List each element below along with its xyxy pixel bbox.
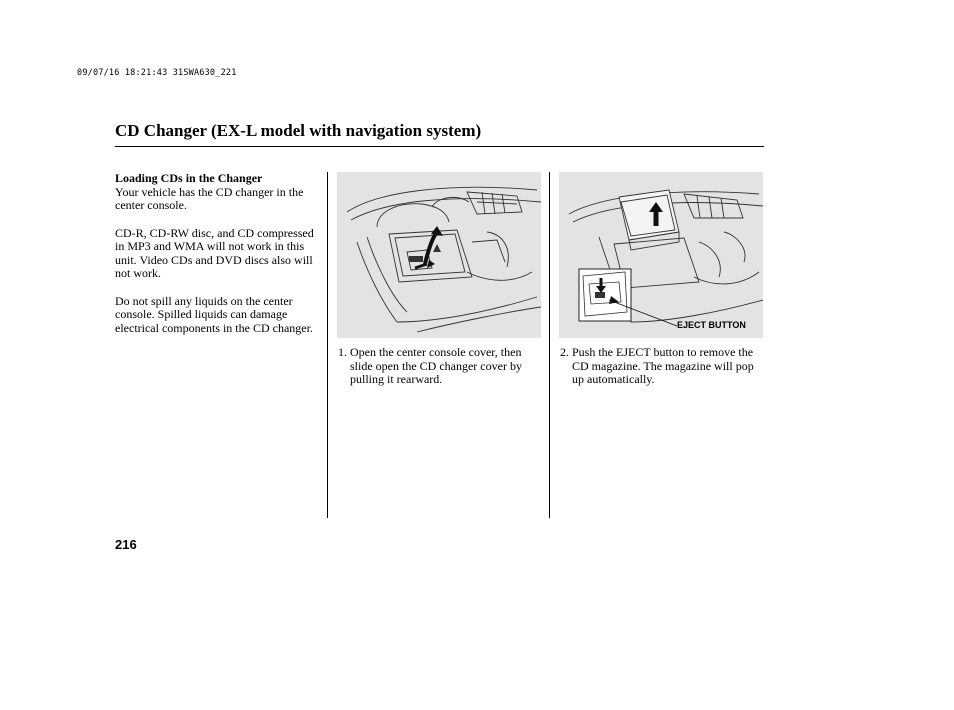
figure-eject-magazine [559,172,763,338]
magazine-illustration [559,172,763,338]
page-title: CD Changer (EX-L model with navigation system) [115,121,482,140]
step-1-text: Open the center console cover, then slide open the CD changer cover by pulling it rearward. [350,345,522,386]
paragraph-disc-types: CD-R, CD-RW disc, and CD compressed in MP3 and WMA will not work in this unit. Video CDs and DVD discs also will not work. [115,225,314,280]
step-2 [560,346,765,387]
section-heading: Loading CDs in the Changer [115,171,263,185]
title-rule [115,146,764,147]
column-divider-2 [549,172,550,518]
paragraph-console: Your vehicle has the CD changer in the center console. [115,184,304,212]
console-illustration [337,172,541,338]
column-divider-1 [327,172,328,518]
figure-open-cover [337,172,541,338]
page-number: 216 [115,537,137,552]
step-2-number: 2. [560,345,569,359]
step-2-text: Push the EJECT button to remove the CD magazine. The magazine will pop up automatically. [572,345,754,386]
left-column [115,172,320,349]
print-stamp: 09/07/16 18:21:43 31SWA630_221 [77,68,237,78]
eject-button-callout: EJECT BUTTON [677,320,746,330]
step-1-number: 1. [338,345,347,359]
step-1 [338,346,543,387]
paragraph-liquids: Do not spill any liquids on the center console. Spilled liquids can damage electrical components in the CD changer. [115,293,313,335]
